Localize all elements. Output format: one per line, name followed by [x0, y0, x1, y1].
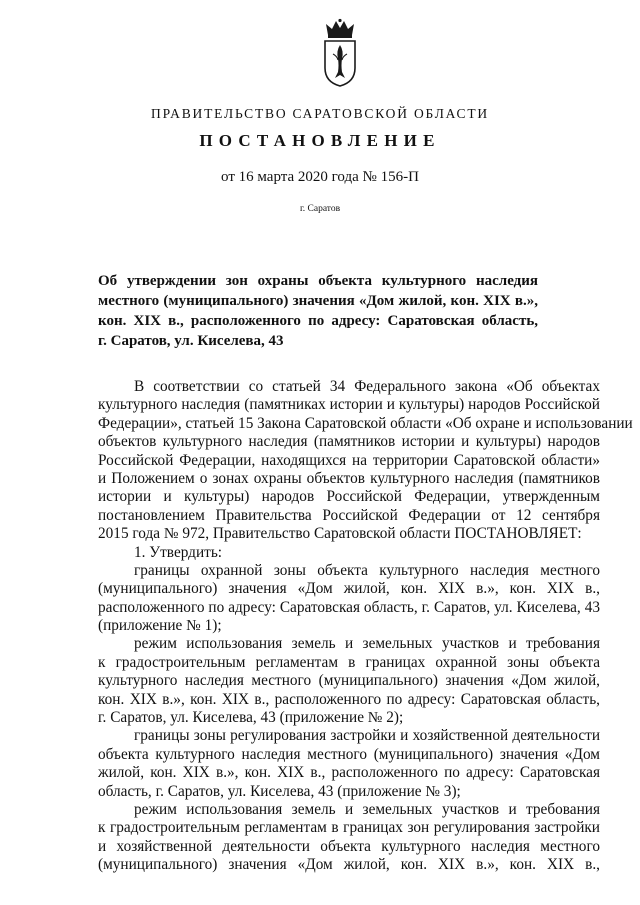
body-line: объекта культурного наследия местного (муниципального) значения «Дом — [98, 745, 600, 763]
body-line: жилой, кон. XIX в.», кон. XIX в., расположенного по адресу: Саратовская — [98, 764, 600, 782]
body-line: г. Саратов, ул. Киселева, 43 (приложение № 2); — [98, 709, 404, 727]
body-line: В соответствии со статьей 34 Федерального закона «Об объектах — [134, 378, 600, 395]
document-title — [98, 271, 538, 351]
body-line: и хозяйственной деятельности объекта культурного наследия местного — [98, 837, 600, 855]
body-line: границы охранной зоны объекта культурного наследия местного — [134, 561, 600, 579]
document-city: г. Саратов — [299, 204, 341, 214]
body-line: кон. XIX в.», кон. XIX в., расположенного по адресу: Саратовская область, — [98, 690, 600, 708]
body-line: истории и культуры) народов Российской Федерации, утвержденным — [98, 488, 600, 506]
body-line: (муниципального) значения «Дом жилой, кон. XIX в.», кон. XIX в., — [98, 856, 600, 874]
body-line: и Положением о зонах охраны объектов культурного наследия (памятников — [98, 469, 600, 487]
body-line: к градостроительным регламентам в границах зон регулирования застройки — [98, 819, 600, 837]
body-line: Российской Федерации, находящихся на территории Саратовской области» — [98, 451, 600, 469]
document-type: ПОСТАНОВЛЕНИЕ — [199, 131, 441, 150]
body-line: режим использования земель и земельных участков и требования — [134, 800, 600, 818]
saratov-coat-of-arms-icon — [319, 18, 361, 88]
title-line: Об утверждении зон охраны объекта культурного наследия — [98, 273, 538, 289]
body-line: расположенного по адресу: Саратовская область, г. Саратов, ул. Киселева, 43 — [98, 598, 600, 616]
body-line: область, г. Саратов, ул. Киселева, 43 (приложение № 3); — [98, 782, 461, 800]
body-line: к градостроительным регламентам в границах охранной зоны объекта — [98, 653, 600, 671]
body-line: объектов культурного наследия (памятников истории и культуры) народов — [98, 433, 600, 451]
title-line: г. Саратов, ул. Киселева, 43 — [98, 333, 284, 349]
body-line: режим использования земель и земельных участков и требования — [134, 635, 600, 653]
title-line: кон. XIX в., расположенного по адресу: Саратовская область, — [98, 313, 538, 329]
body-line: (приложение № 1); — [98, 617, 222, 635]
document-date-number: от 16 марта 2020 года № 156-П — [221, 169, 419, 185]
body-line: границы зоны регулирования застройки и хозяйственной деятельности — [134, 727, 600, 745]
body-line: (муниципального) значения «Дом жилой, кон. XIX в.», кон. XIX в., — [98, 580, 600, 598]
document-body — [98, 378, 633, 875]
body-line: культурного наследия (памятниках истории и культуры) народов Российской — [98, 396, 600, 414]
title-line: местного (муниципального) значения «Дом жилой, кон. XIX в.», — [98, 293, 538, 309]
body-line: культурного наследия местного (муниципального) значения «Дом жилой, — [98, 672, 600, 690]
government-name: ПРАВИТЕЛЬСТВО САРАТОВСКОЙ ОБЛАСТИ — [151, 106, 489, 121]
body-line: 2015 года № 972, Правительство Саратовской области ПОСТАНОВЛЯЕТ: — [98, 525, 582, 543]
body-line: Федерации», статьей 15 Закона Саратовской области «Об охране и использовании — [98, 414, 633, 432]
body-line: 1. Утвердить: — [134, 543, 223, 561]
body-line: постановлением Правительства Российской Федерации от 12 сентября — [98, 506, 600, 524]
